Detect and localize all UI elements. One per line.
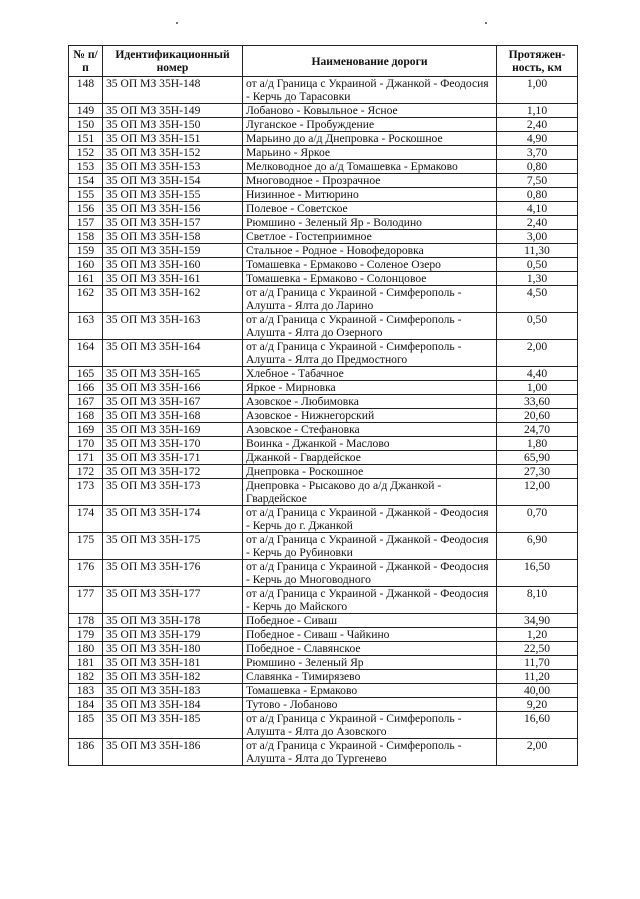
table-row: [69, 174, 578, 188]
row-name-cell: Томашевка - Ермаково - Соленое Озеро: [243, 258, 497, 272]
row-code-cell: 35 ОП МЗ 35Н-175: [103, 533, 243, 560]
row-length-cell: 34,90: [497, 614, 578, 628]
row-name-cell: Полевое - Советское: [243, 202, 497, 216]
row-code-cell: 35 ОП МЗ 35Н-152: [103, 146, 243, 160]
row-code-cell: 35 ОП МЗ 35Н-149: [103, 104, 243, 118]
row-length-cell: 6,90: [497, 533, 578, 560]
row-length-cell: 33,60: [497, 395, 578, 409]
row-code-cell: 35 ОП МЗ 35Н-173: [103, 479, 243, 506]
row-num-cell: 179: [69, 628, 103, 642]
scan-speck: [485, 22, 487, 24]
row-name-cell: от а/д Граница с Украиной - Симферополь - Алушта - Ялта до Тургенево: [243, 739, 497, 766]
row-length-cell: 11,30: [497, 244, 578, 258]
row-num-cell: 162: [69, 286, 103, 313]
table-row: [69, 367, 578, 381]
table-row: [69, 614, 578, 628]
row-length-cell: 12,00: [497, 479, 578, 506]
header-row: [69, 46, 578, 77]
row-num-cell: 182: [69, 670, 103, 684]
row-name-cell: от а/д Граница с Украиной - Джанкой - Феодосия - Керчь до г. Джанкой: [243, 506, 497, 533]
row-name-cell: Луганское - Пробуждение: [243, 118, 497, 132]
row-code-cell: 35 ОП МЗ 35Н-161: [103, 272, 243, 286]
table-row: [69, 656, 578, 670]
row-code-cell: 35 ОП МЗ 35Н-148: [103, 77, 243, 104]
row-num-cell: 167: [69, 395, 103, 409]
row-name-cell: Томашевка - Ермаково - Солонцовое: [243, 272, 497, 286]
table-row: [69, 506, 578, 533]
row-length-cell: 65,90: [497, 451, 578, 465]
scan-speck: [176, 22, 178, 24]
row-num-cell: 186: [69, 739, 103, 766]
row-code-cell: 35 ОП МЗ 35Н-160: [103, 258, 243, 272]
row-length-cell: 2,40: [497, 216, 578, 230]
row-length-cell: 20,60: [497, 409, 578, 423]
table-row: [69, 684, 578, 698]
table-row: [69, 533, 578, 560]
roads-table: [68, 45, 578, 766]
row-code-cell: 35 ОП МЗ 35Н-167: [103, 395, 243, 409]
table-row: [69, 340, 578, 367]
row-length-cell: 11,70: [497, 656, 578, 670]
header-num: № п/п: [69, 46, 103, 77]
row-num-cell: 166: [69, 381, 103, 395]
row-num-cell: 168: [69, 409, 103, 423]
row-num-cell: 158: [69, 230, 103, 244]
row-code-cell: 35 ОП МЗ 35Н-154: [103, 174, 243, 188]
row-code-cell: 35 ОП МЗ 35Н-174: [103, 506, 243, 533]
row-code-cell: 35 ОП МЗ 35Н-165: [103, 367, 243, 381]
row-num-cell: 153: [69, 160, 103, 174]
row-length-cell: 0,70: [497, 506, 578, 533]
row-length-cell: 3,70: [497, 146, 578, 160]
table-row: [69, 160, 578, 174]
table-row: [69, 188, 578, 202]
row-code-cell: 35 ОП МЗ 35Н-157: [103, 216, 243, 230]
row-num-cell: 184: [69, 698, 103, 712]
table-row: [69, 77, 578, 104]
row-name-cell: от а/д Граница с Украиной - Джанкой - Феодосия - Керчь до Рубиновки: [243, 533, 497, 560]
row-name-cell: Тутово - Лобаново: [243, 698, 497, 712]
row-length-cell: 22,50: [497, 642, 578, 656]
row-name-cell: от а/д Граница с Украиной - Джанкой - Феодосия - Керчь до Майского: [243, 587, 497, 614]
row-length-cell: 1,00: [497, 381, 578, 395]
table-header: [69, 46, 578, 77]
row-num-cell: 165: [69, 367, 103, 381]
row-code-cell: 35 ОП МЗ 35Н-183: [103, 684, 243, 698]
row-name-cell: Низинное - Митюрино: [243, 188, 497, 202]
header-name: Наименование дороги: [243, 46, 497, 77]
table-row: [69, 118, 578, 132]
row-name-cell: Азовское - Стефановка: [243, 423, 497, 437]
row-code-cell: 35 ОП МЗ 35Н-176: [103, 560, 243, 587]
row-length-cell: 4,40: [497, 367, 578, 381]
row-length-cell: 1,00: [497, 77, 578, 104]
table-row: [69, 560, 578, 587]
row-code-cell: 35 ОП МЗ 35Н-178: [103, 614, 243, 628]
row-num-cell: 154: [69, 174, 103, 188]
row-name-cell: Светлое - Гостеприимное: [243, 230, 497, 244]
row-code-cell: 35 ОП МЗ 35Н-158: [103, 230, 243, 244]
row-name-cell: Днепровка - Рысаково до а/д Джанкой - Гвардейское: [243, 479, 497, 506]
table-row: [69, 670, 578, 684]
row-name-cell: от а/д Граница с Украиной - Симферополь - Алушта - Ялта до Озерного: [243, 313, 497, 340]
row-num-cell: 164: [69, 340, 103, 367]
table-row: [69, 216, 578, 230]
table-row: [69, 437, 578, 451]
row-name-cell: Победное - Славянское: [243, 642, 497, 656]
row-num-cell: 177: [69, 587, 103, 614]
row-name-cell: Рюмшино - Зеленый Яр: [243, 656, 497, 670]
row-name-cell: Мелководное до а/д Томашевка - Ермаково: [243, 160, 497, 174]
table-row: [69, 244, 578, 258]
row-code-cell: 35 ОП МЗ 35Н-181: [103, 656, 243, 670]
row-length-cell: 1,30: [497, 272, 578, 286]
table-row: [69, 230, 578, 244]
table-row: [69, 395, 578, 409]
row-num-cell: 155: [69, 188, 103, 202]
table-row: [69, 465, 578, 479]
row-name-cell: от а/д Граница с Украиной - Симферополь - Алушта - Ялта до Предмостного: [243, 340, 497, 367]
row-length-cell: 7,50: [497, 174, 578, 188]
row-length-cell: 16,60: [497, 712, 578, 739]
row-name-cell: Воинка - Джанкой - Маслово: [243, 437, 497, 451]
row-name-cell: Джанкой - Гвардейское: [243, 451, 497, 465]
row-length-cell: 0,50: [497, 313, 578, 340]
row-name-cell: Славянка - Тимирязево: [243, 670, 497, 684]
row-code-cell: 35 ОП МЗ 35Н-172: [103, 465, 243, 479]
header-code: Идентификационный номер: [103, 46, 243, 77]
table-row: [69, 272, 578, 286]
table-row: [69, 587, 578, 614]
row-length-cell: 16,50: [497, 560, 578, 587]
row-code-cell: 35 ОП МЗ 35Н-180: [103, 642, 243, 656]
row-name-cell: Марьино до а/д Днепровка - Роскошное: [243, 132, 497, 146]
row-name-cell: от а/д Граница с Украиной - Джанкой - Феодосия - Керчь до Многоводного: [243, 560, 497, 587]
row-name-cell: Яркое - Мирновка: [243, 381, 497, 395]
row-name-cell: Победное - Сиваш - Чайкино: [243, 628, 497, 642]
row-num-cell: 171: [69, 451, 103, 465]
row-length-cell: 0,50: [497, 258, 578, 272]
row-name-cell: Марьино - Яркое: [243, 146, 497, 160]
row-name-cell: от а/д Граница с Украиной - Джанкой - Феодосия - Керчь до Тарасовки: [243, 77, 497, 104]
row-num-cell: 181: [69, 656, 103, 670]
row-length-cell: 1,20: [497, 628, 578, 642]
row-num-cell: 160: [69, 258, 103, 272]
row-length-cell: 9,20: [497, 698, 578, 712]
row-num-cell: 161: [69, 272, 103, 286]
row-name-cell: Томашевка - Ермаково: [243, 684, 497, 698]
row-name-cell: Стальное - Родное - Новофедоровка: [243, 244, 497, 258]
row-length-cell: 4,50: [497, 286, 578, 313]
table-row: [69, 202, 578, 216]
row-num-cell: 174: [69, 506, 103, 533]
row-code-cell: 35 ОП МЗ 35Н-170: [103, 437, 243, 451]
row-code-cell: 35 ОП МЗ 35Н-186: [103, 739, 243, 766]
row-num-cell: 156: [69, 202, 103, 216]
row-length-cell: 1,80: [497, 437, 578, 451]
row-length-cell: 2,40: [497, 118, 578, 132]
table-row: [69, 258, 578, 272]
row-code-cell: 35 ОП МЗ 35Н-162: [103, 286, 243, 313]
row-code-cell: 35 ОП МЗ 35Н-150: [103, 118, 243, 132]
row-code-cell: 35 ОП МЗ 35Н-185: [103, 712, 243, 739]
row-length-cell: 2,00: [497, 340, 578, 367]
table-row: [69, 381, 578, 395]
table-row: [69, 739, 578, 766]
table-row: [69, 479, 578, 506]
row-name-cell: Победное - Сиваш: [243, 614, 497, 628]
row-length-cell: 8,10: [497, 587, 578, 614]
row-num-cell: 176: [69, 560, 103, 587]
table-row: [69, 423, 578, 437]
table-row: [69, 451, 578, 465]
row-code-cell: 35 ОП МЗ 35Н-179: [103, 628, 243, 642]
row-name-cell: Хлебное - Табачное: [243, 367, 497, 381]
row-code-cell: 35 ОП МЗ 35Н-168: [103, 409, 243, 423]
row-name-cell: от а/д Граница с Украиной - Симферополь - Алушта - Ялта до Ларино: [243, 286, 497, 313]
row-length-cell: 24,70: [497, 423, 578, 437]
table-row: [69, 132, 578, 146]
row-num-cell: 175: [69, 533, 103, 560]
row-code-cell: 35 ОП МЗ 35Н-159: [103, 244, 243, 258]
row-num-cell: 172: [69, 465, 103, 479]
row-code-cell: 35 ОП МЗ 35Н-151: [103, 132, 243, 146]
header-length: Протяжен-ность, км: [497, 46, 578, 77]
table-row: [69, 628, 578, 642]
row-length-cell: 3,00: [497, 230, 578, 244]
row-code-cell: 35 ОП МЗ 35Н-156: [103, 202, 243, 216]
row-length-cell: 27,30: [497, 465, 578, 479]
row-code-cell: 35 ОП МЗ 35Н-177: [103, 587, 243, 614]
table-body: [69, 77, 578, 766]
row-name-cell: Многоводное - Прозрачное: [243, 174, 497, 188]
row-code-cell: 35 ОП МЗ 35Н-164: [103, 340, 243, 367]
row-code-cell: 35 ОП МЗ 35Н-153: [103, 160, 243, 174]
table-row: [69, 642, 578, 656]
row-code-cell: 35 ОП МЗ 35Н-184: [103, 698, 243, 712]
table-row: [69, 146, 578, 160]
row-length-cell: 0,80: [497, 160, 578, 174]
row-num-cell: 185: [69, 712, 103, 739]
row-code-cell: 35 ОП МЗ 35Н-169: [103, 423, 243, 437]
row-name-cell: от а/д Граница с Украиной - Симферополь - Алушта - Ялта до Азовского: [243, 712, 497, 739]
table-row: [69, 313, 578, 340]
table-row: [69, 712, 578, 739]
row-name-cell: Рюмшино - Зеленый Яр - Володино: [243, 216, 497, 230]
row-length-cell: 40,00: [497, 684, 578, 698]
row-code-cell: 35 ОП МЗ 35Н-166: [103, 381, 243, 395]
row-num-cell: 148: [69, 77, 103, 104]
row-length-cell: 1,10: [497, 104, 578, 118]
table-row: [69, 698, 578, 712]
table-row: [69, 409, 578, 423]
row-length-cell: 11,20: [497, 670, 578, 684]
row-length-cell: 4,90: [497, 132, 578, 146]
row-name-cell: Азовское - Любимовка: [243, 395, 497, 409]
row-code-cell: 35 ОП МЗ 35Н-163: [103, 313, 243, 340]
row-num-cell: 163: [69, 313, 103, 340]
row-length-cell: 0,80: [497, 188, 578, 202]
row-num-cell: 173: [69, 479, 103, 506]
row-num-cell: 157: [69, 216, 103, 230]
row-num-cell: 151: [69, 132, 103, 146]
row-name-cell: Азовское - Нижнегорский: [243, 409, 497, 423]
row-num-cell: 169: [69, 423, 103, 437]
row-num-cell: 178: [69, 614, 103, 628]
row-code-cell: 35 ОП МЗ 35Н-155: [103, 188, 243, 202]
row-num-cell: 170: [69, 437, 103, 451]
row-code-cell: 35 ОП МЗ 35Н-182: [103, 670, 243, 684]
row-length-cell: 2,00: [497, 739, 578, 766]
row-num-cell: 159: [69, 244, 103, 258]
row-length-cell: 4,10: [497, 202, 578, 216]
table-row: [69, 286, 578, 313]
row-num-cell: 152: [69, 146, 103, 160]
row-num-cell: 180: [69, 642, 103, 656]
row-num-cell: 183: [69, 684, 103, 698]
row-code-cell: 35 ОП МЗ 35Н-171: [103, 451, 243, 465]
row-num-cell: 149: [69, 104, 103, 118]
table-row: [69, 104, 578, 118]
row-name-cell: Днепровка - Роскошное: [243, 465, 497, 479]
row-name-cell: Лобаново - Ковыльное - Ясное: [243, 104, 497, 118]
row-num-cell: 150: [69, 118, 103, 132]
